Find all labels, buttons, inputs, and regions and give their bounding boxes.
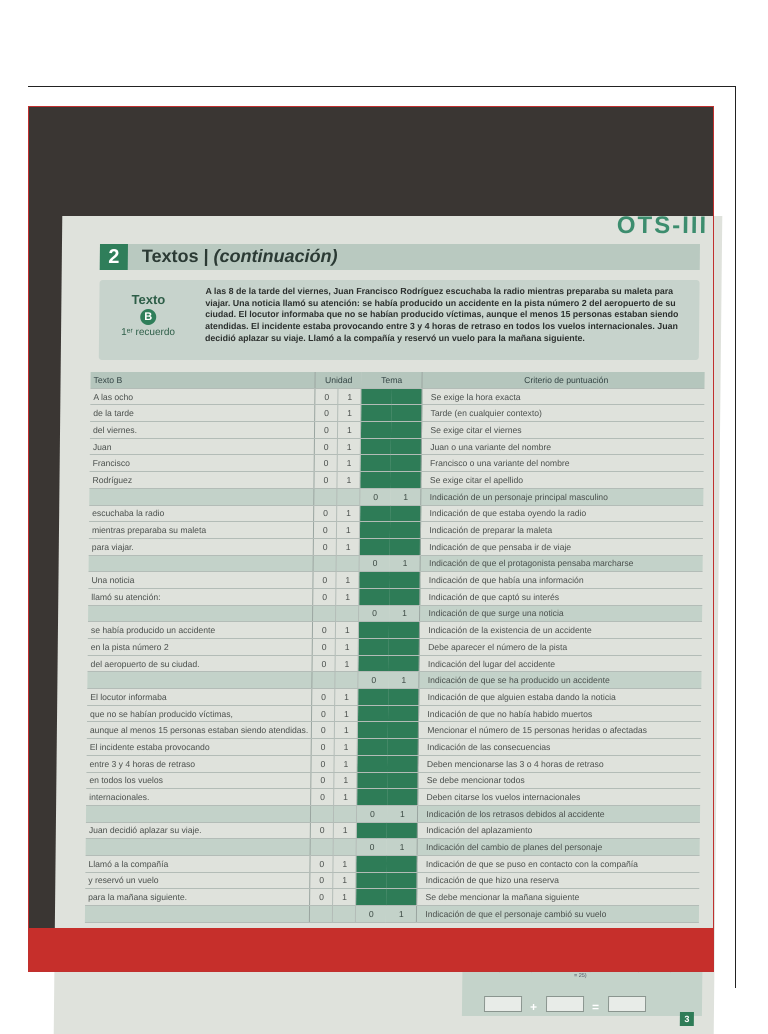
theme-empty <box>391 455 422 472</box>
unit-empty <box>336 555 359 572</box>
calc-box-b[interactable] <box>546 996 584 1012</box>
criterion-text: Indicación del lugar del accidente <box>419 655 701 672</box>
unit-score-1[interactable]: 1 <box>338 405 361 422</box>
unit-score-1[interactable]: 1 <box>337 522 360 539</box>
unit-score-1[interactable]: 1 <box>337 538 360 555</box>
theme-score-0[interactable]: 0 <box>357 805 388 822</box>
row-text <box>89 488 314 505</box>
row-text: llamó su atención: <box>88 588 313 605</box>
row-text <box>85 906 310 923</box>
theme-empty <box>388 722 419 739</box>
theme-empty <box>356 889 387 906</box>
theme-score-0[interactable]: 0 <box>358 672 389 689</box>
row-text: mientras preparaba su maleta <box>89 522 314 539</box>
theme-score-0[interactable]: 0 <box>356 839 387 856</box>
criterion-text: Indicación de un personaje principal masculino <box>421 488 703 505</box>
criterion-text: Indicación de los retrasos debidos al accidente <box>418 805 700 822</box>
unit-score-0[interactable]: 0 <box>313 639 336 656</box>
theme-score-0[interactable]: 0 <box>359 605 390 622</box>
theme-score-0[interactable]: 0 <box>360 488 391 505</box>
unit-score-0[interactable]: 0 <box>311 739 334 756</box>
unit-empty <box>310 839 333 856</box>
theme-empty <box>356 872 387 889</box>
unit-score-1[interactable]: 1 <box>337 505 360 522</box>
unit-row <box>90 405 704 422</box>
theme-empty <box>357 772 388 789</box>
unit-score-1[interactable]: 1 <box>334 739 357 756</box>
theme-empty <box>392 388 423 405</box>
unit-score-0[interactable]: 0 <box>310 855 333 872</box>
story-box <box>99 280 700 360</box>
unit-score-0[interactable]: 0 <box>312 655 335 672</box>
calc-col-b: = 25) <box>573 973 587 979</box>
unit-score-1[interactable]: 1 <box>336 572 359 589</box>
row-text: aunque al menos 15 personas estaban siendo atendidas. <box>87 722 312 739</box>
criterion-text: Indicación de que no había habido muertos <box>419 705 701 722</box>
unit-empty <box>313 605 336 622</box>
unit-score-1[interactable]: 1 <box>335 689 358 706</box>
row-text: escuchaba la radio <box>89 505 314 522</box>
criterion-text: Indicación de que se ha producido un accidente <box>419 672 701 689</box>
right-border-line <box>735 86 736 988</box>
row-text: Juan decidió aplazar su viaje. <box>86 822 311 839</box>
theme-score-1[interactable]: 1 <box>389 672 420 689</box>
theme-score-1[interactable]: 1 <box>387 839 418 856</box>
unit-score-1[interactable]: 1 <box>338 438 361 455</box>
row-text: en la pista número 2 <box>88 639 313 656</box>
theme-row <box>89 555 703 572</box>
row-text: Juan <box>90 438 315 455</box>
criterion-text: Indicación de que estaba oyendo la radio <box>421 505 703 522</box>
calc-box-total[interactable] <box>608 996 646 1012</box>
row-text: internacionales. <box>86 789 311 806</box>
table-header-row <box>90 372 704 388</box>
unit-empty <box>312 672 335 689</box>
unit-score-0[interactable]: 0 <box>311 822 334 839</box>
theme-empty <box>388 755 419 772</box>
criterion-text: Tarde (en cualquier contexto) <box>422 405 704 422</box>
unit-empty <box>313 555 336 572</box>
unit-row <box>90 455 704 472</box>
unit-score-1[interactable]: 1 <box>334 755 357 772</box>
row-text: que no se habían producido víctimas, <box>87 705 312 722</box>
unit-score-0[interactable]: 0 <box>315 388 338 405</box>
row-text: Rodríguez <box>89 472 314 489</box>
row-text: para la mañana siguiente. <box>85 889 310 906</box>
calc-box-a[interactable] <box>484 996 522 1012</box>
page-number: 3 <box>680 1012 694 1026</box>
theme-empty <box>358 689 389 706</box>
unit-score-0[interactable]: 0 <box>311 789 334 806</box>
theme-row <box>86 805 700 822</box>
criterion-text: Indicación de la existencia de un accidente <box>420 622 702 639</box>
criterion-text: Deben mencionarse las 3 o 4 horas de retraso <box>418 755 700 772</box>
unit-score-0[interactable]: 0 <box>310 872 333 889</box>
unit-row <box>85 872 699 889</box>
theme-score-1[interactable]: 1 <box>386 906 417 923</box>
theme-empty <box>389 655 420 672</box>
unit-score-0[interactable]: 0 <box>314 455 337 472</box>
row-text: en todos los vuelos <box>86 772 311 789</box>
left-border-line <box>28 86 736 87</box>
theme-empty <box>387 789 418 806</box>
unit-score-1[interactable]: 1 <box>337 472 360 489</box>
criterion-text: Se debe mencionar la mañana siguiente <box>417 889 699 906</box>
section-title-italic: (continuación) <box>213 246 338 266</box>
theme-score-0[interactable]: 0 <box>356 906 387 923</box>
unit-row <box>86 755 700 772</box>
row-text <box>86 839 311 856</box>
unit-score-0[interactable]: 0 <box>313 622 336 639</box>
criterion-text: Se exige la hora exacta <box>422 388 704 405</box>
unit-row <box>89 538 703 555</box>
unit-score-0[interactable]: 0 <box>314 472 337 489</box>
theme-empty <box>360 455 391 472</box>
criterion-text: Indicación del aplazamiento <box>418 822 700 839</box>
row-text: A las ocho <box>90 388 315 405</box>
header-text: Texto B <box>90 372 315 388</box>
criterion-text: Indicación de que había una información <box>420 572 702 589</box>
table-body <box>85 388 705 922</box>
unit-row <box>87 722 701 739</box>
unit-row <box>89 505 703 522</box>
unit-score-0[interactable]: 0 <box>314 505 337 522</box>
story-recall-label: 1ᵉʳ recuerdo <box>121 327 176 338</box>
unit-row <box>87 739 701 756</box>
theme-row <box>88 605 702 622</box>
red-band <box>28 928 714 972</box>
theme-empty <box>359 639 390 656</box>
criterion-text: Indicación de preparar la maleta <box>421 522 703 539</box>
section-number: 2 <box>100 244 128 270</box>
theme-empty <box>390 588 421 605</box>
unit-score-0[interactable]: 0 <box>310 889 333 906</box>
unit-score-0[interactable]: 0 <box>315 422 338 439</box>
row-text: El locutor informaba <box>87 689 312 706</box>
unit-score-1[interactable]: 1 <box>333 889 356 906</box>
unit-score-1[interactable]: 1 <box>336 622 359 639</box>
theme-empty <box>361 405 392 422</box>
unit-score-1[interactable]: 1 <box>333 855 356 872</box>
unit-empty <box>333 906 356 923</box>
theme-empty <box>357 822 388 839</box>
theme-empty <box>359 588 390 605</box>
unit-empty <box>333 839 356 856</box>
theme-empty <box>361 422 392 439</box>
unit-row <box>90 422 704 439</box>
criterion-text: Indicación de que surge una noticia <box>420 605 702 622</box>
unit-row <box>85 855 699 872</box>
unit-score-1[interactable]: 1 <box>334 789 357 806</box>
theme-score-1[interactable]: 1 <box>389 605 420 622</box>
theme-row <box>85 906 699 923</box>
theme-empty <box>390 572 421 589</box>
unit-empty <box>310 906 333 923</box>
row-text <box>88 605 313 622</box>
theme-empty <box>356 855 387 872</box>
theme-empty <box>389 622 420 639</box>
theme-empty <box>390 505 421 522</box>
unit-score-1[interactable]: 1 <box>338 422 361 439</box>
unit-score-1[interactable]: 1 <box>334 772 357 789</box>
row-text <box>86 805 311 822</box>
unit-score-1[interactable]: 1 <box>335 705 358 722</box>
unit-empty <box>337 488 360 505</box>
theme-empty <box>359 572 390 589</box>
unit-row <box>88 572 702 589</box>
criterion-text: Indicación de que captó su interés <box>420 588 702 605</box>
theme-row <box>89 488 703 505</box>
row-text: y reservó un vuelo <box>85 872 310 889</box>
unit-row <box>85 889 699 906</box>
unit-empty <box>311 805 334 822</box>
unit-row <box>90 388 704 405</box>
theme-empty <box>358 722 389 739</box>
theme-empty <box>358 705 389 722</box>
unit-score-1[interactable]: 1 <box>336 639 359 656</box>
theme-empty <box>387 822 418 839</box>
theme-empty <box>360 472 391 489</box>
row-text: se había producido un accidente <box>88 622 313 639</box>
theme-empty <box>388 772 419 789</box>
header-theme: Tema <box>361 372 422 388</box>
unit-row <box>86 822 700 839</box>
section-title-prefix: Textos | <box>141 246 214 266</box>
unit-empty <box>334 805 357 822</box>
criterion-text: Indicación de que el personaje cambió su vuelo <box>417 906 699 923</box>
criterion-text: Deben citarse los vuelos internacionales <box>418 789 700 806</box>
theme-empty <box>389 689 420 706</box>
theme-empty <box>389 639 420 656</box>
criterion-text: Indicación de que alguien estaba dando la noticia <box>419 689 701 706</box>
unit-row <box>89 522 703 539</box>
unit-score-1[interactable]: 1 <box>335 722 358 739</box>
criterion-text: Se exige citar el viernes <box>422 422 704 439</box>
unit-score-0[interactable]: 0 <box>312 705 335 722</box>
header-criterion: Criterio de puntuación <box>422 372 704 388</box>
theme-empty <box>357 789 388 806</box>
unit-score-1[interactable]: 1 <box>333 872 356 889</box>
unit-score-0[interactable]: 0 <box>315 405 338 422</box>
unit-row <box>89 472 703 489</box>
theme-empty <box>357 739 388 756</box>
scanned-page <box>54 212 723 1034</box>
theme-empty <box>361 388 392 405</box>
unit-score-1[interactable]: 1 <box>337 455 360 472</box>
criterion-text: Mencionar el número de 15 personas heridas o afectadas <box>419 722 701 739</box>
criterion-text: Se exige citar el apellido <box>421 472 703 489</box>
criterion-text: Juan o una variante del nombre <box>422 438 704 455</box>
section-title <box>142 246 338 267</box>
theme-empty <box>360 538 391 555</box>
logo: OTS-III <box>616 212 709 239</box>
header-unit: Unidad <box>315 372 361 388</box>
unit-score-0[interactable]: 0 <box>311 755 334 772</box>
scoring-table <box>85 372 705 923</box>
theme-empty <box>358 655 389 672</box>
theme-empty <box>387 855 418 872</box>
unit-score-0[interactable]: 0 <box>314 522 337 539</box>
theme-empty <box>391 422 422 439</box>
row-text: El incidente estaba provocando <box>87 739 312 756</box>
row-text: Francisco <box>90 455 315 472</box>
unit-row <box>90 438 704 455</box>
theme-empty <box>390 538 421 555</box>
unit-score-0[interactable]: 0 <box>313 588 336 605</box>
row-text: Una noticia <box>88 572 313 589</box>
theme-empty <box>357 755 388 772</box>
equals-sign: = <box>591 1000 600 1014</box>
row-text: de la tarde <box>90 405 315 422</box>
theme-empty <box>360 522 391 539</box>
unit-row <box>87 705 701 722</box>
criterion-text: Indicación de que pensaba ir de viaje <box>421 538 703 555</box>
unit-empty <box>335 672 358 689</box>
unit-score-0[interactable]: 0 <box>314 538 337 555</box>
theme-score-1[interactable]: 1 <box>390 555 421 572</box>
row-text: entre 3 y 4 horas de retraso <box>86 755 311 772</box>
row-text: Llamó a la compañía <box>85 855 310 872</box>
criterion-text: Indicación de que el protagonista pensaba marcharse <box>420 555 702 572</box>
criterion-text: Indicación del cambio de planes del personaje <box>417 839 699 856</box>
unit-row <box>88 588 702 605</box>
unit-score-1[interactable]: 1 <box>334 822 357 839</box>
unit-empty <box>336 605 359 622</box>
theme-empty <box>391 438 422 455</box>
criterion-text: Se debe mencionar todos <box>418 772 700 789</box>
row-text: del viernes. <box>90 422 315 439</box>
criterion-text: Debe aparecer el número de la pista <box>420 639 702 656</box>
row-text <box>87 672 312 689</box>
theme-row <box>87 672 701 689</box>
row-text <box>89 555 314 572</box>
theme-score-1[interactable]: 1 <box>387 805 418 822</box>
theme-row <box>86 839 700 856</box>
theme-empty <box>388 739 419 756</box>
unit-score-1[interactable]: 1 <box>338 388 361 405</box>
unit-row <box>86 772 700 789</box>
unit-score-0[interactable]: 0 <box>315 438 338 455</box>
unit-score-0[interactable]: 0 <box>311 772 334 789</box>
theme-empty <box>360 505 391 522</box>
unit-row <box>88 639 702 656</box>
unit-score-0[interactable]: 0 <box>313 572 336 589</box>
theme-empty <box>359 622 390 639</box>
unit-score-1[interactable]: 1 <box>336 588 359 605</box>
criterion-text: Indicación de las consecuencias <box>418 739 700 756</box>
criterion-text: Francisco o una variante del nombre <box>421 455 703 472</box>
story-badge: B <box>140 309 156 325</box>
criterion-text: Indicación de que hizo una reserva <box>417 872 699 889</box>
unit-row <box>87 689 701 706</box>
theme-empty <box>391 472 422 489</box>
story-text: A las 8 de la tarde del viernes, Juan Francisco Rodríguez escuchaba la radio mientras preparaba su maleta para viajar. Una noticia llamó su atención: se había producido un accidente en la pista número 2 del aeropuerto de su ciudad. El locutor informaba que no se habían producido víctimas, aunque el menos 15 personas estaban siendo atendidas. El incidente estaba provocando entre 3 y 4 horas de retraso en todos los vuelos internacionales. Juan decidió aplazar su viaje. Llamó a la compañía y reservó un vuelo para la mañana siguiente. <box>204 286 679 343</box>
theme-empty <box>387 872 418 889</box>
theme-empty <box>390 522 421 539</box>
unit-row <box>86 789 700 806</box>
unit-score-0[interactable]: 0 <box>312 689 335 706</box>
plus-sign: + <box>529 1000 538 1014</box>
row-text: para viajar. <box>89 538 314 555</box>
theme-empty <box>388 705 419 722</box>
theme-score-1[interactable]: 1 <box>391 488 422 505</box>
row-text: del aeropuerto de su ciudad. <box>88 655 313 672</box>
theme-empty <box>361 438 392 455</box>
unit-empty <box>314 488 337 505</box>
section-header <box>100 244 700 270</box>
unit-row <box>88 655 702 672</box>
criterion-text: Indicación de que se puso en contacto con la compañía <box>417 855 699 872</box>
document-photo <box>28 106 714 1024</box>
theme-empty <box>391 405 422 422</box>
unit-row <box>88 622 702 639</box>
unit-score-1[interactable]: 1 <box>335 655 358 672</box>
story-label: Texto <box>131 292 166 307</box>
story-label-block <box>109 292 187 338</box>
theme-score-0[interactable]: 0 <box>359 555 390 572</box>
theme-empty <box>386 889 417 906</box>
unit-score-0[interactable]: 0 <box>312 722 335 739</box>
